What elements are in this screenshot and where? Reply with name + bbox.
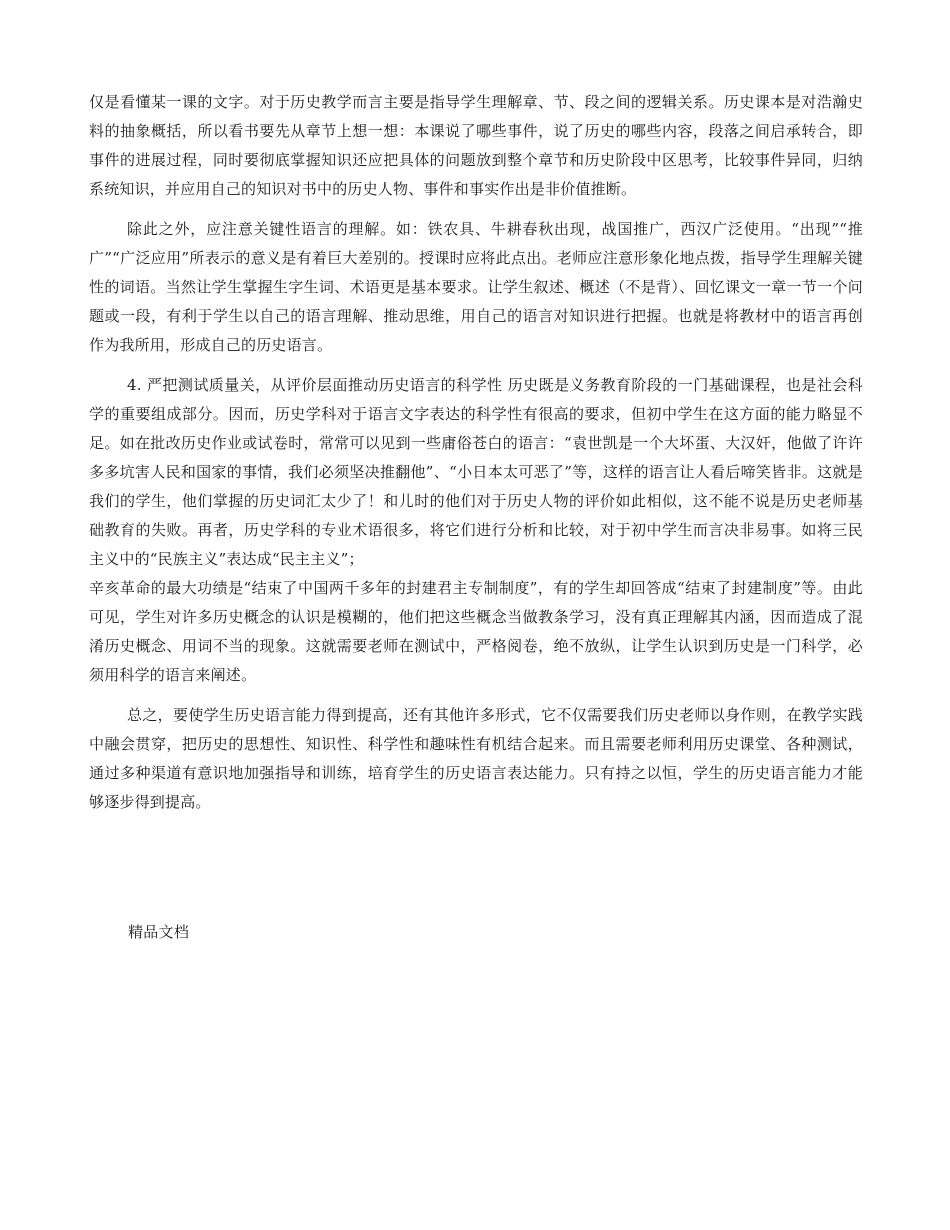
paragraph-1: 仅是看懂某一课的文字。对于历史教学而言主要是指导学生理解章、节、段之间的逻辑关系。历史课本是对浩瀚史料的抽象概括，所以看书要先从章节上想一想：本课说了哪些事件，说了历史的哪些内容，段落之间启承转合，即事件的进展过程，同时要彻底掌握知识还应把具体的问题放到整个章节和历史阶段中区思考，比较事件异同，归纳系统知识，并应用自己的知识对书中的历史人物、事件和事实作出是非价值推断。 xyxy=(89,93,863,198)
paragraph-2: 除此之外，应注意关键性语言的理解。如：铁农具、牛耕春秋出现，战国推广，西汉广泛使用。“出现”“推广”“广泛应用”所表示的意义是有着巨大差别的。授课时应将此点出。老师应注意形象化地点拨，指导学生理解关键性的词语。当然让学生掌握生字生词、术语更是基本要求。让学生叙述、概述（不是背）、回忆课文一章一节一个问题或一段，有利于学生以自己的语言理解、推动思维，用自己的语言对知识进行把握。也就是将教材中的语言再创作为我所用，形成自己的历史语言。 xyxy=(89,220,863,354)
paragraph-4: 总之，要使学生历史语言能力得到提高，还有其他许多形式，它不仅需要我们历史老师以身作则，在教学实践中融会贯穿，把历史的思想性、知识性、科学性和趣味性有机结合起来。而且需要老师利用历史课堂、各种测试，通过多种渠道有意识地加强指导和训练，培育学生的历史语言表达能力。只有持之以恒，学生的历史语言能力才能够逐步得到提高。 xyxy=(89,706,863,811)
paragraph-3 xyxy=(89,371,863,690)
paragraph-3-continuation: 辛亥革命的最大功绩是“结束了中国两千多年的封建君主专制制度”，有的学生却回答成“结束了封建制度”等。由此可见，学生对许多历史概念的认识是模糊的，他们把这些概念当做教条学习，没有真正理解其内涵，因而造成了混淆历史概念、用词不当的现象。这就需要老师在测试中，严格阅卷，绝不放纵，让学生认识到历史是一门科学，必须用科学的语言来阐述。 xyxy=(89,579,863,684)
footer-label: 精品文档 xyxy=(128,923,190,941)
document-body xyxy=(89,88,863,817)
paragraph-3-lead: 4. 严把测试质量关，从评价层面推动历史语言的科学性 历史既是义务教育阶段的一门基础课程，也是社会科学的重要组成部分。因而，历史学科对于语言文字表达的科学性有很高的要求，但初中学生在这方面的能力略显不足。如在批改历史作业或试卷时，常常可以见到一些庸俗苍白的语言：“袁世凯是一个大坏蛋、大汉奸，他做了许许多多坑害人民和国家的事情，我们必须坚决推翻他”、“小日本太可恶了”等，这样的语言让人看后啼笑皆非。这就是我们的学生，他们掌握的历史词汇太少了！和儿时的他们对于历史人物的评价如此相似，这不能不说是历史老师基础教育的失败。再者，历史学科的专业术语很多，将它们进行分析和比较，对于初中学生而言决非易事。如将三民主义中的“民族主义”表达成“民主主义”； xyxy=(89,376,863,568)
